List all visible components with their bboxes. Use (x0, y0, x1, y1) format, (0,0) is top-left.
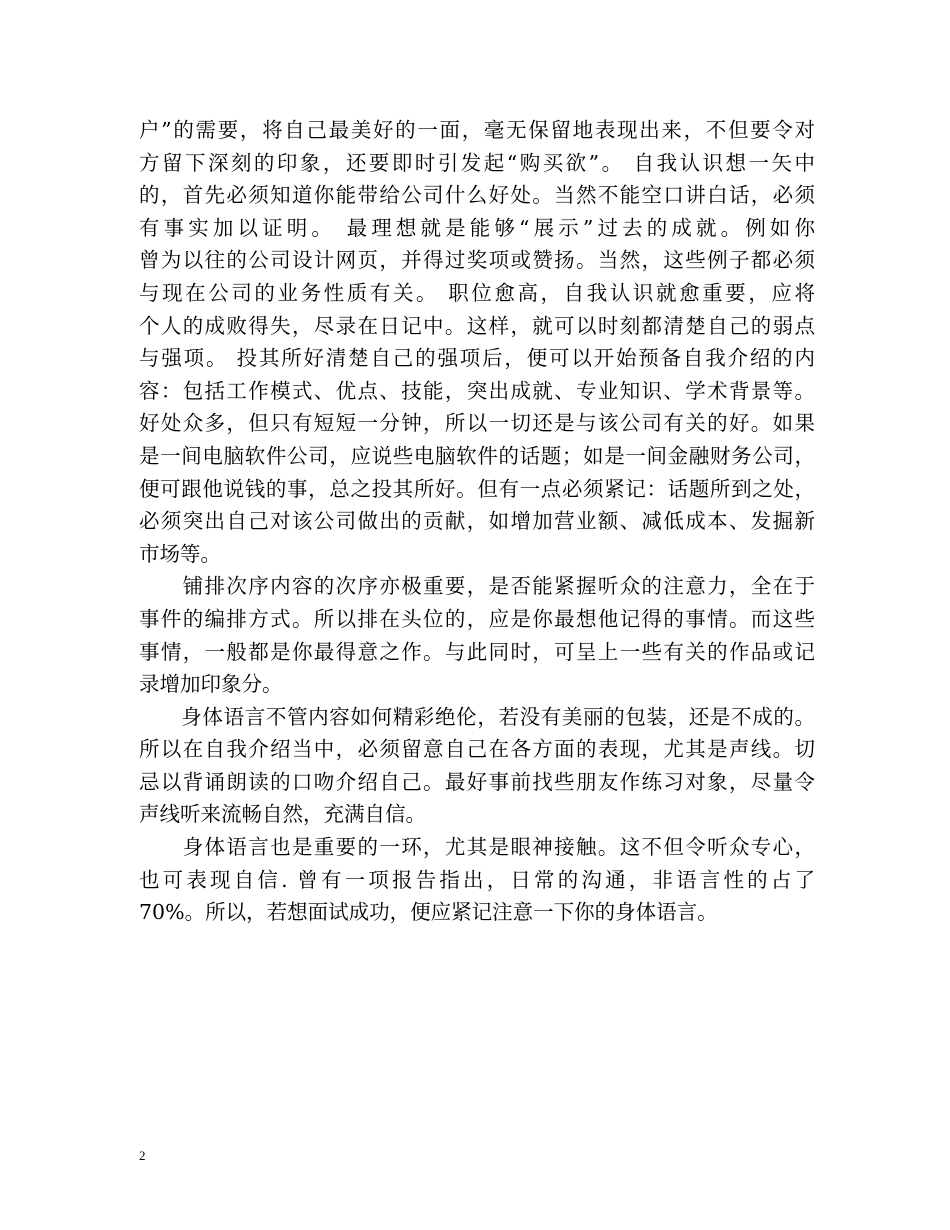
text-line: 事情，一般都是你最得意之作。与此同时，可呈上一些有关的作品或记 (139, 639, 815, 664)
text-line: 铺排次序内容的次序亦极重要，是否能紧握听众的注意力，全在于 (139, 574, 815, 599)
text-line: 所以在自我介绍当中，必须留意自己在各方面的表现，尤其是声线。切 (139, 737, 815, 762)
body-text (139, 114, 815, 929)
text-line: 便可跟他说钱的事，总之投其所好。但有一点必须紧记：话题所到之处， (139, 476, 815, 501)
text-line: 有事实加以证明。 最理想就是能够“展示”过去的成就。例如你 (139, 215, 815, 240)
page-number: 2 (139, 1148, 146, 1163)
text-line: 曾为以往的公司设计网页，并得过奖项或赞扬。当然，这些例子都必须 (139, 248, 815, 273)
text-line: 的，首先必须知道你能带给公司什么好处。当然不能空口讲白话，必须 (139, 183, 815, 208)
text-line: 事件的编排方式。所以排在头位的，应是你最想他记得的事情。而这些 (139, 606, 815, 631)
text-line: 方留下深刻的印象，还要即时引发起“购买欲”。 自我认识想一矢中 (139, 150, 815, 175)
text-line: 市场等。 (139, 541, 221, 566)
text-line: 录增加印象分。 (139, 672, 283, 697)
text-line: 也可表现自信. 曾有一项报告指出，日常的沟通，非语言性的占了 (139, 867, 815, 892)
text-line: 与强项。 投其所好清楚自己的强项后，便可以开始预备自我介绍的内 (139, 346, 815, 371)
text-line: 容：包括工作模式、优点、技能，突出成就、专业知识、学术背景等。 (139, 378, 815, 403)
text-line: 与现在公司的业务性质有关。 职位愈高，自我认识就愈重要，应将 (139, 280, 815, 305)
text-line: 好处众多，但只有短短一分钟，所以一切还是与该公司有关的好。如果 (139, 411, 815, 436)
text-line: 身体语言不管内容如何精彩绝伦，若没有美丽的包装，还是不成的。 (139, 704, 815, 729)
text-line: 身体语言也是重要的一环，尤其是眼神接触。这不但令听众专心， (139, 835, 815, 860)
text-line: 70%。所以，若想面试成功，便应紧记注意一下你的身体语言。 (139, 900, 718, 925)
text-line: 忌以背诵朗读的口吻介绍自己。最好事前找些朋友作练习对象，尽量令 (139, 769, 815, 794)
text-line: 个人的成败得失，尽录在日记中。这样，就可以时刻都清楚自己的弱点 (139, 313, 815, 338)
text-line: 户”的需要，将自己最美好的一面，毫无保留地表现出来，不但要令对 (139, 118, 815, 142)
text-line: 必须突出自己对该公司做出的贡献，如增加营业额、减低成本、发掘新 (139, 509, 815, 534)
text-line: 声线听来流畅自然，充满自信。 (139, 802, 426, 827)
text-line: 是一间电脑软件公司，应说些电脑软件的话题；如是一间金融财务公司， (139, 443, 815, 468)
